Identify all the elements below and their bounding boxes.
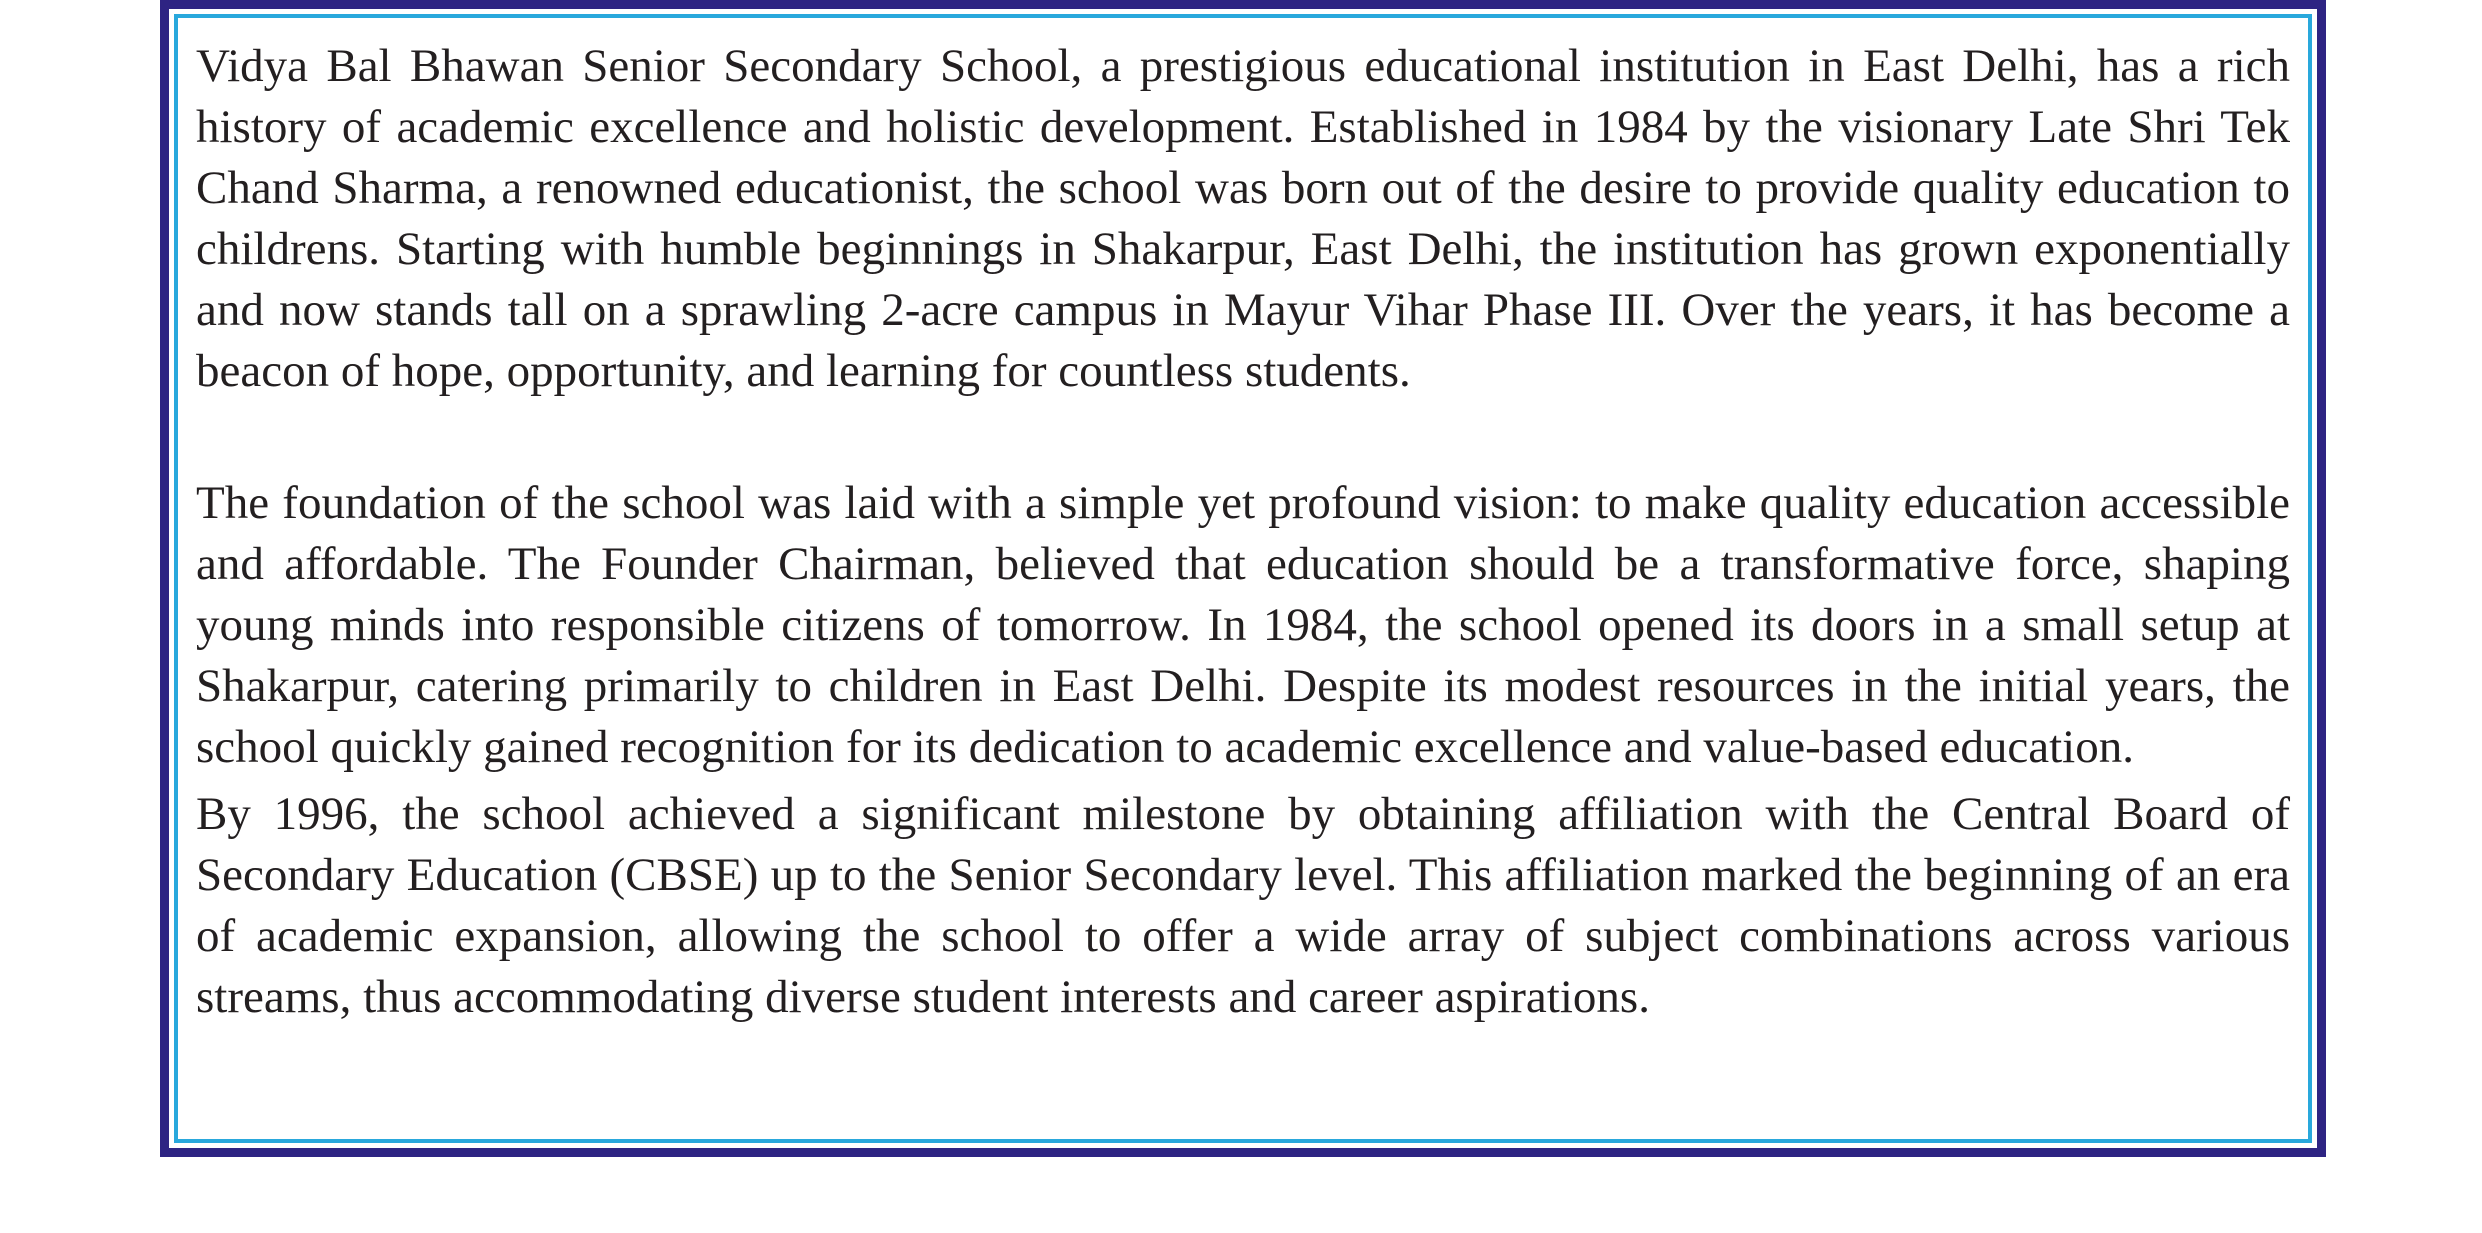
document-body: [196, 36, 2290, 1028]
paragraph-cbse-affiliation: By 1996, the school achieved a significant milestone by obtaining affiliation with the Central Board of Secondary Education (CBSE) up to the Senior Secondary level. This affiliation marked the beginning of an era of academic expansion, allowing the school to offer a wide array of subject combinations across various streams, thus accommodating diverse student interests and career aspirations.: [196, 788, 2290, 1023]
paragraph-school-history: Vidya Bal Bhawan Senior Secondary School, a prestigious educational institution in East Delhi, has a rich history of academic excellence and holistic development. Established in 1984 by the visionary Late Shri Tek Chand Sharma, a renowned educationist, the school was born out of the desire to provide quality education to childrens. Starting with humble beginnings in Shakarpur, East Delhi, the institution has grown exponentially and now stands tall on a sprawling 2-acre campus in Mayur Vihar Phase III. Over the years, it has become a beacon of hope, opportunity, and learning for countless students.: [196, 40, 2290, 397]
paragraph-school-foundation: The foundation of the school was laid with a simple yet profound vision: to make quality education accessible and affordable. The Founder Chairman, believed that education should be a transformative force, shaping young minds into responsible citizens of tomorrow. In 1984, the school opened its doors in a small setup at Shakarpur, catering primarily to children in East Delhi. Despite its modest resources in the initial years, the school quickly gained recognition for its dedication to academic excellence and value-based education.: [196, 477, 2290, 773]
